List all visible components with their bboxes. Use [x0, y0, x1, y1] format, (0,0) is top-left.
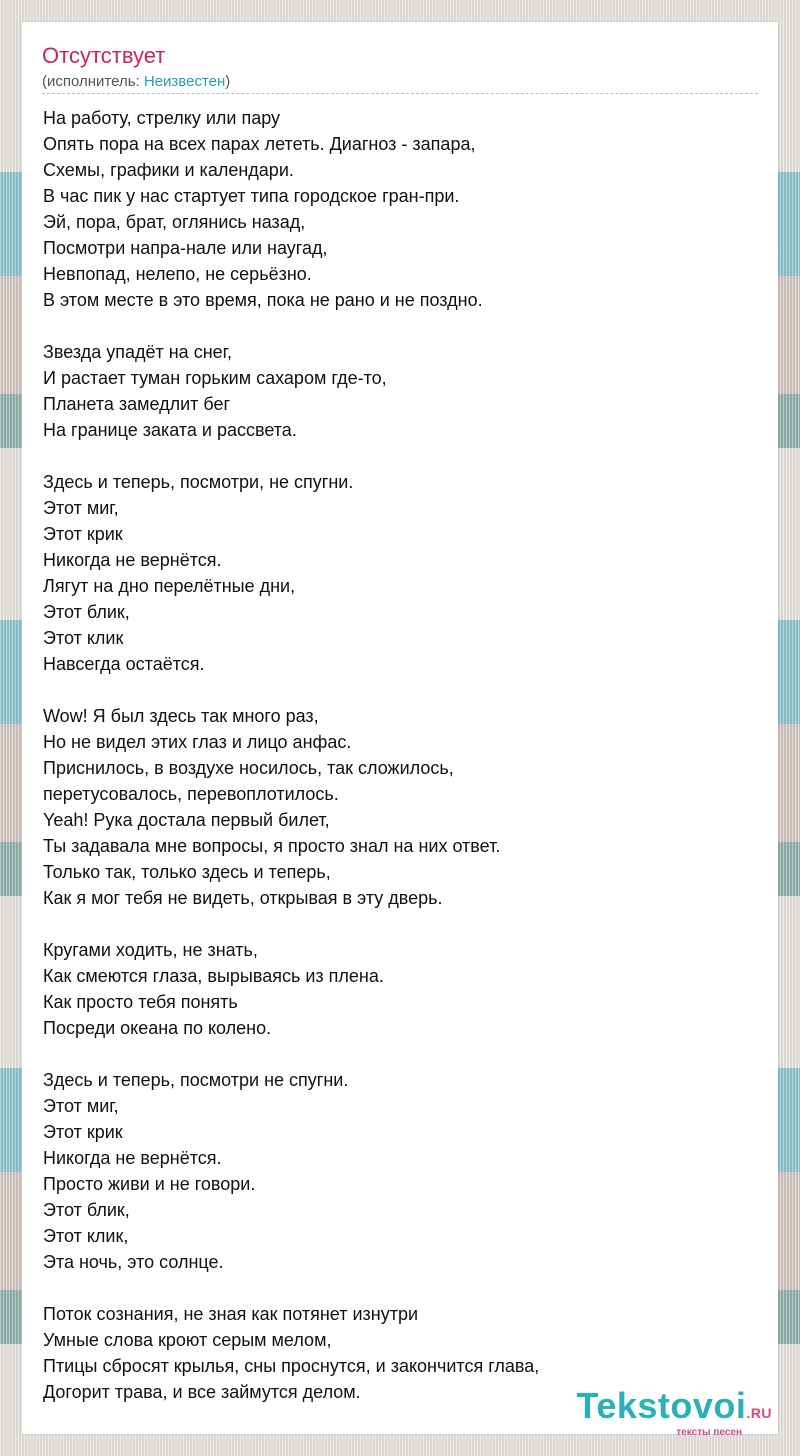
lyric-line: Ты задавала мне вопросы, я просто знал на них ответ. [43, 836, 501, 856]
lyric-line: Опять пора на всех парах лететь. Диагноз - запара, [43, 134, 476, 154]
site-logo[interactable] [576, 1385, 773, 1438]
lyric-line: Планета замедлит бег [43, 394, 231, 414]
lyric-line: Wow! Я был здесь так много раз, [43, 706, 319, 726]
stanza-break [43, 1275, 763, 1301]
song-title: Отсутствует [42, 43, 166, 68]
lyric-line: Этот миг, [43, 498, 119, 518]
lyric-line: Как я мог тебя не видеть, открывая в эту дверь. [43, 888, 443, 908]
lyric-line: Посмотри напра-нале или наугад, [43, 238, 328, 258]
lyric-line: Здесь и теперь, посмотри не спугни. [43, 1070, 349, 1090]
lyric-line: Этот блик, [43, 602, 130, 622]
performer-prefix: (исполнитель: [42, 73, 144, 90]
stanza-break [43, 443, 763, 469]
lyric-line: Здесь и теперь, посмотри, не спугни. [43, 472, 354, 492]
lyric-line: Эй, пора, брат, оглянись назад, [43, 212, 306, 232]
performer-line [42, 73, 230, 91]
lyric-line: Как смеются глаза, вырываясь из плена. [43, 966, 384, 986]
lyric-line: Этот крик [43, 524, 123, 544]
lyric-line: Лягут на дно перелётные дни, [43, 576, 296, 596]
lyric-line: Никогда не вернётся. [43, 1148, 222, 1168]
lyric-line: Как просто тебя понять [43, 992, 238, 1012]
lyrics-text [43, 105, 763, 1405]
lyrics-card [22, 22, 778, 1438]
lyric-line: И растает туман горьким сахаром где-то, [43, 368, 387, 388]
logo-tagline: тексты песен [676, 1427, 742, 1438]
lyric-line: Схемы, графики и календари. [43, 160, 294, 180]
stanza-break [43, 313, 763, 339]
lyric-line: Птицы сбросят крылья, сны проснутся, и закончится глава, [43, 1356, 540, 1376]
performer-link[interactable]: Неизвестен [143, 73, 226, 90]
performer-suffix: ) [225, 73, 231, 90]
lyric-line: Умные слова кроют серым мелом, [43, 1330, 332, 1350]
lyric-line: Посреди океана по колено. [43, 1018, 272, 1038]
title-divider [42, 93, 758, 94]
lyric-line: Просто живи и не говори. [43, 1174, 256, 1194]
lyric-line: перетусовалось, перевоплотилось. [43, 784, 339, 804]
lyric-line: Никогда не вернётся. [43, 550, 222, 570]
lyric-line: Эта ночь, это солнце. [43, 1252, 224, 1272]
lyric-line: Этот миг, [43, 1096, 119, 1116]
lyric-line: Этот клик, [43, 1226, 129, 1246]
logo-tld: .RU [746, 1405, 772, 1421]
lyric-line: Этот крик [43, 1122, 123, 1142]
lyric-line: Yeah! Рука достала первый билет, [43, 810, 330, 830]
stanza-break [43, 677, 763, 703]
lyric-line: Этот блик, [43, 1200, 130, 1220]
lyric-line: Поток сознания, не зная как потянет изнутри [43, 1304, 419, 1324]
lyric-line: Только так, только здесь и теперь, [43, 862, 331, 882]
stanza-break [43, 1041, 763, 1067]
lyric-line: Навсегда остаётся. [43, 654, 205, 674]
lyric-line: На границе заката и рассвета. [43, 420, 297, 440]
lyric-line: Этот клик [43, 628, 124, 648]
lyric-line: Звезда упадёт на снег, [43, 342, 233, 362]
lyric-line: В этом месте в это время, пока не рано и не поздно. [43, 290, 483, 310]
lyric-line: Приснилось, в воздухе носилось, так сложилось, [43, 758, 454, 778]
lyric-line: Кругами ходить, не знать, [43, 940, 258, 960]
lyric-line: На работу, стрелку или пару [43, 108, 281, 128]
lyric-line: Но не видел этих глаз и лицо анфас. [43, 732, 352, 752]
logo-wordmark: Tekstovoi [576, 1385, 747, 1426]
lyric-line: Догорит трава, и все займутся делом. [43, 1382, 361, 1402]
stanza-break [43, 911, 763, 937]
lyric-line: В час пик у нас стартует типа городское гран-при. [43, 186, 460, 206]
lyric-line: Невпопад, нелепо, не серьёзно. [43, 264, 312, 284]
